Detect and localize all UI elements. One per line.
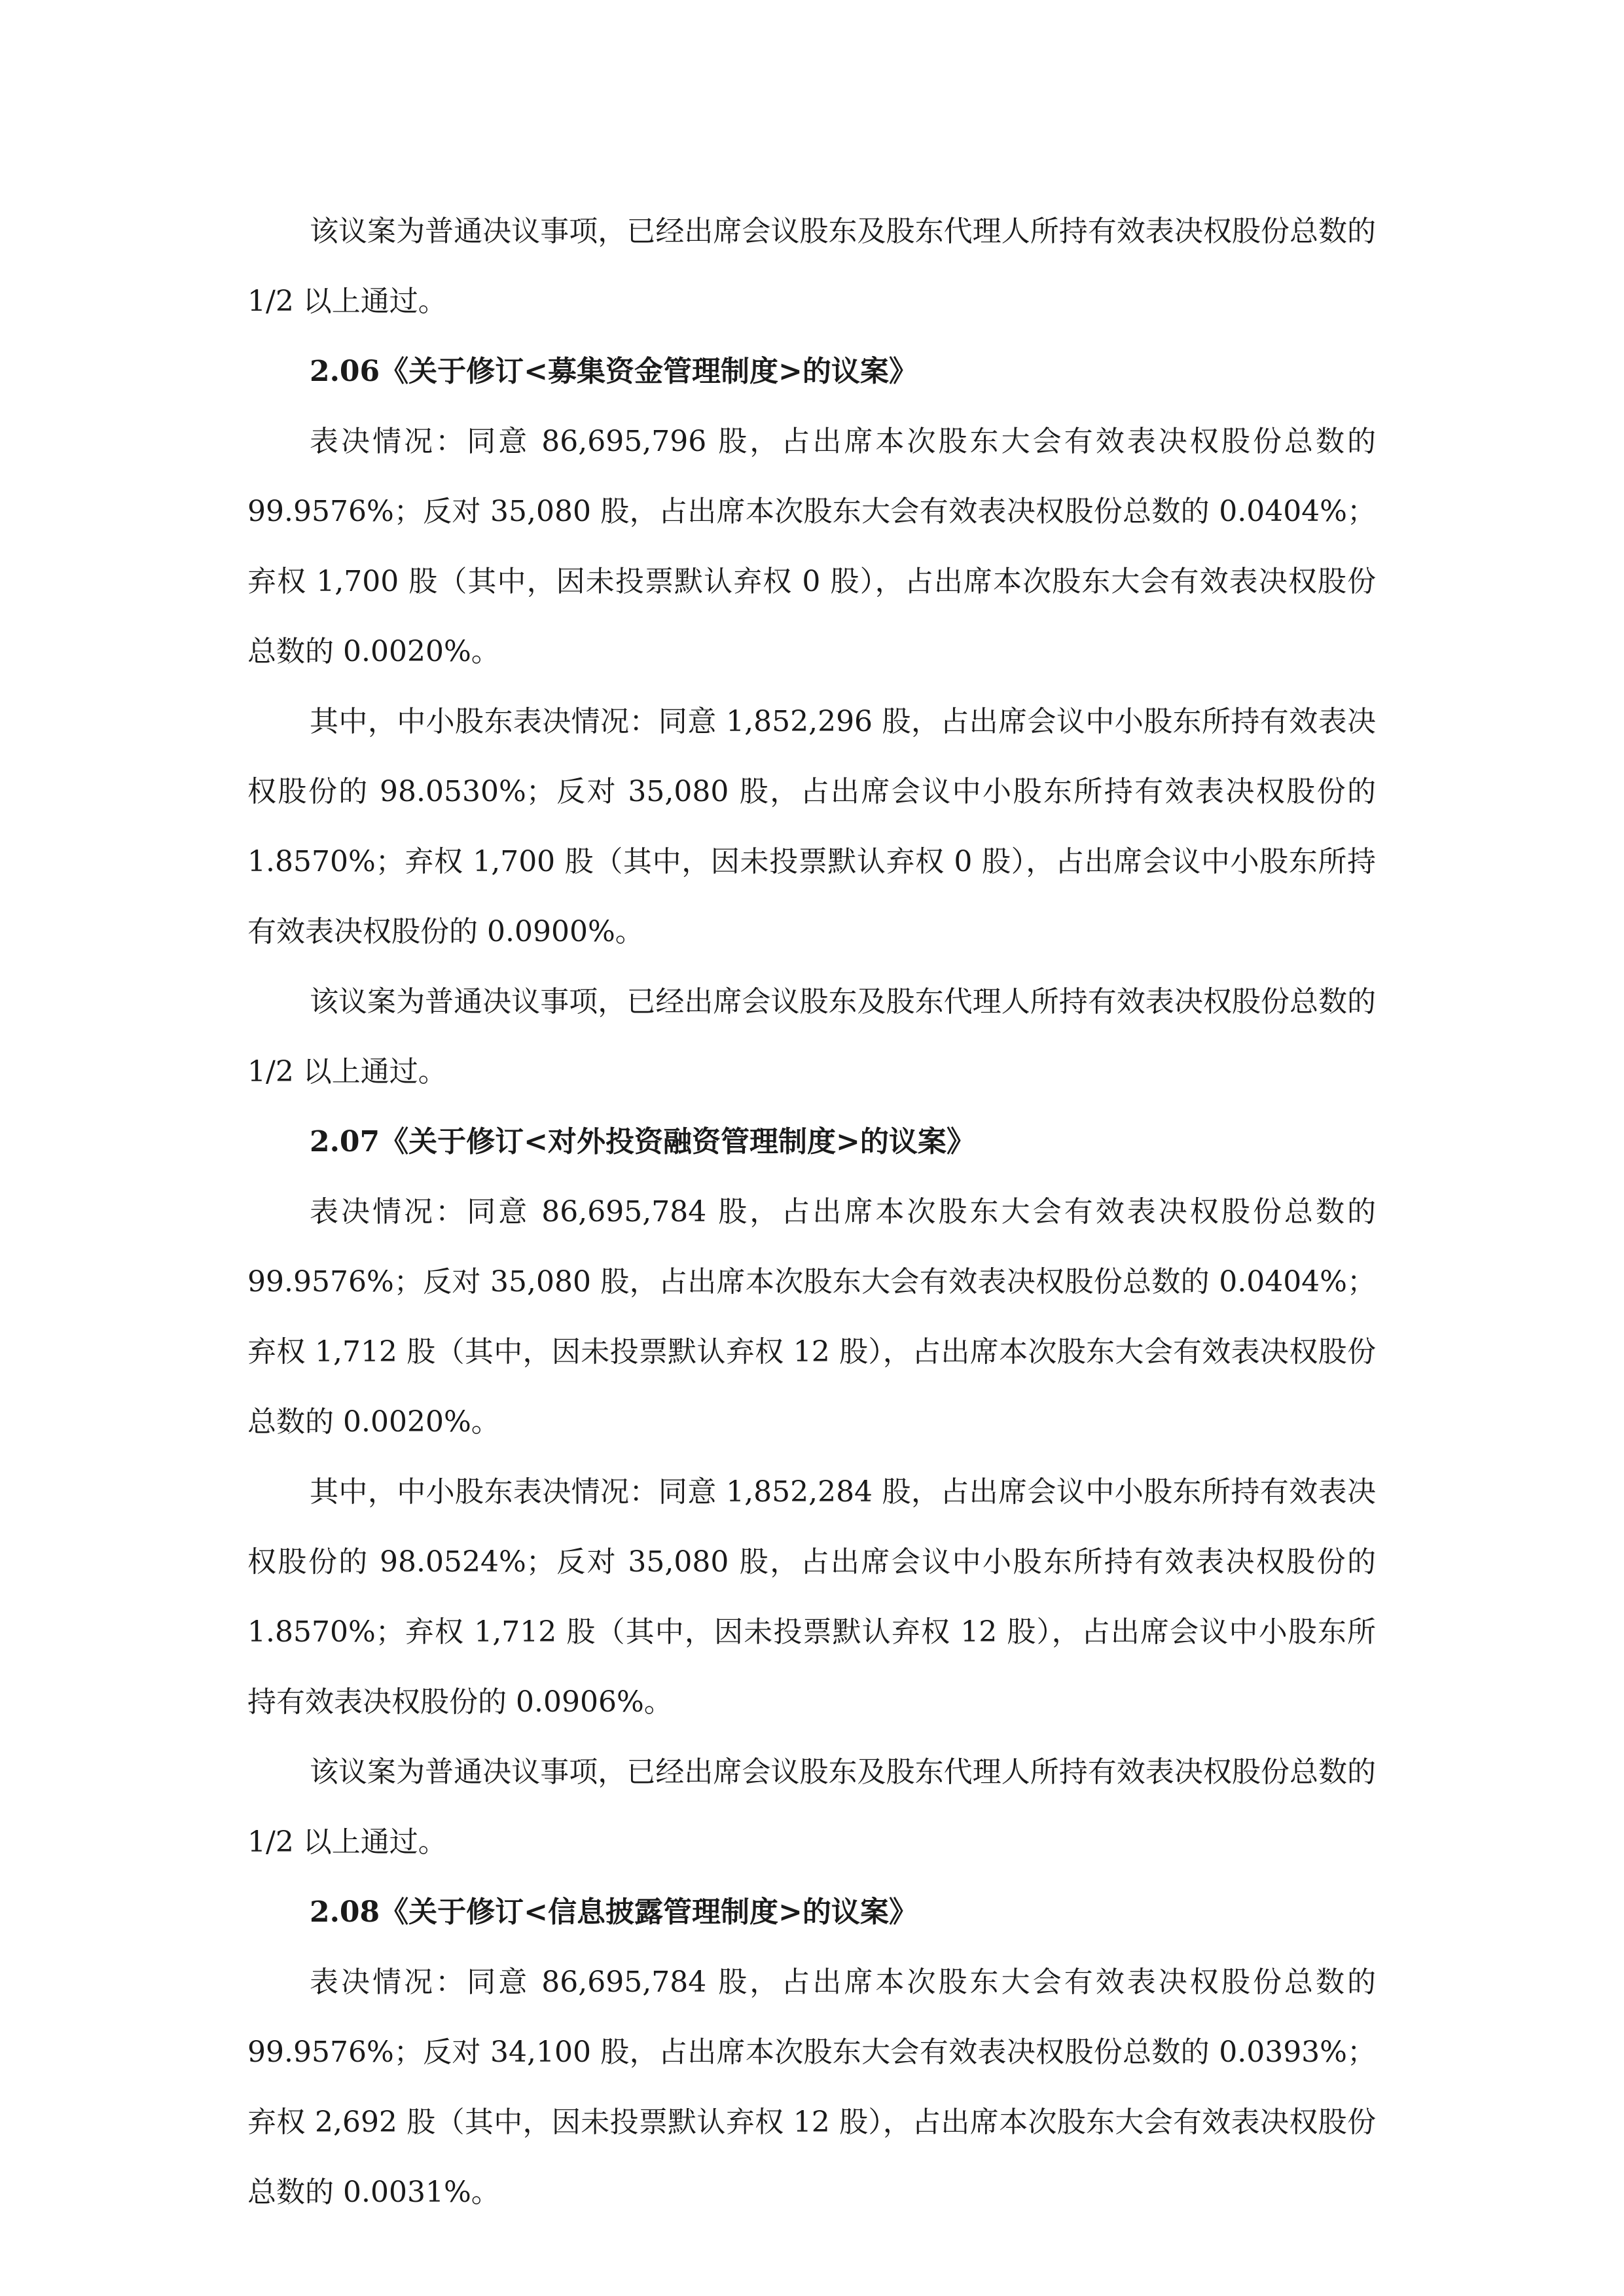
section-heading-2-07: 2.07《关于修订<对外投资融资管理制度>的议案》 <box>310 1125 975 1158</box>
voting-result-minority: 其中，中小股东表决情况：同意 1,852,296 股，占出席会议中小股东所持有效表决权股份的 98.0530%；反对 35,080 股，占出席会议中小股东所持有效表决权股份的 1.8570%；弃权 1,700 股（其中，因未投票默认弃权 0 股），占出席会议中小股东所持有效表决权股份的 0.0900%。 <box>247 705 1376 948</box>
document-body <box>247 196 1376 2227</box>
resolution-passed-note: 该议案为普通决议事项，已经出席会议股东及股东代理人所持有效表决权股份总数的 1/2 以上通过。 <box>247 215 1376 318</box>
section-heading-2-08: 2.08《关于修订<信息披露管理制度>的议案》 <box>310 1895 918 1929</box>
resolution-passed-note: 该议案为普通决议事项，已经出席会议股东及股东代理人所持有效表决权股份总数的 1/2 以上通过。 <box>247 985 1376 1088</box>
voting-result-all: 表决情况：同意 86,695,784 股，占出席本次股东大会有效表决权股份总数的 99.9576%；反对 34,100 股，占出席本次股东大会有效表决权股份总数的 0.0393%；弃权 2,692 股（其中，因未投票默认弃权 12 股），占出席本次股东大会有效表决权股份总数的 0.0031%。 <box>247 1965 1376 2209</box>
voting-result-all: 表决情况：同意 86,695,796 股，占出席本次股东大会有效表决权股份总数的 99.9576%；反对 35,080 股，占出席本次股东大会有效表决权股份总数的 0.0404%；弃权 1,700 股（其中，因未投票默认弃权 0 股），占出席本次股东大会有效表决权股份总数的 0.0020%。 <box>247 425 1376 668</box>
section-heading-2-06: 2.06《关于修订<募集资金管理制度>的议案》 <box>310 355 918 388</box>
voting-result-minority: 其中，中小股东表决情况：同意 1,852,284 股，占出席会议中小股东所持有效表决权股份的 98.0524%；反对 35,080 股，占出席会议中小股东所持有效表决权股份的 1.8570%；弃权 1,712 股（其中，因未投票默认弃权 12 股），占出席会议中小股东所持有效表决权股份的 0.0906%。 <box>247 1475 1376 1719</box>
voting-result-all: 表决情况：同意 86,695,784 股，占出席本次股东大会有效表决权股份总数的 99.9576%；反对 35,080 股，占出席本次股东大会有效表决权股份总数的 0.0404%；弃权 1,712 股（其中，因未投票默认弃权 12 股），占出席本次股东大会有效表决权股份总数的 0.0020%。 <box>247 1195 1376 1439</box>
resolution-passed-note: 该议案为普通决议事项，已经出席会议股东及股东代理人所持有效表决权股份总数的 1/2 以上通过。 <box>247 1755 1376 1859</box>
